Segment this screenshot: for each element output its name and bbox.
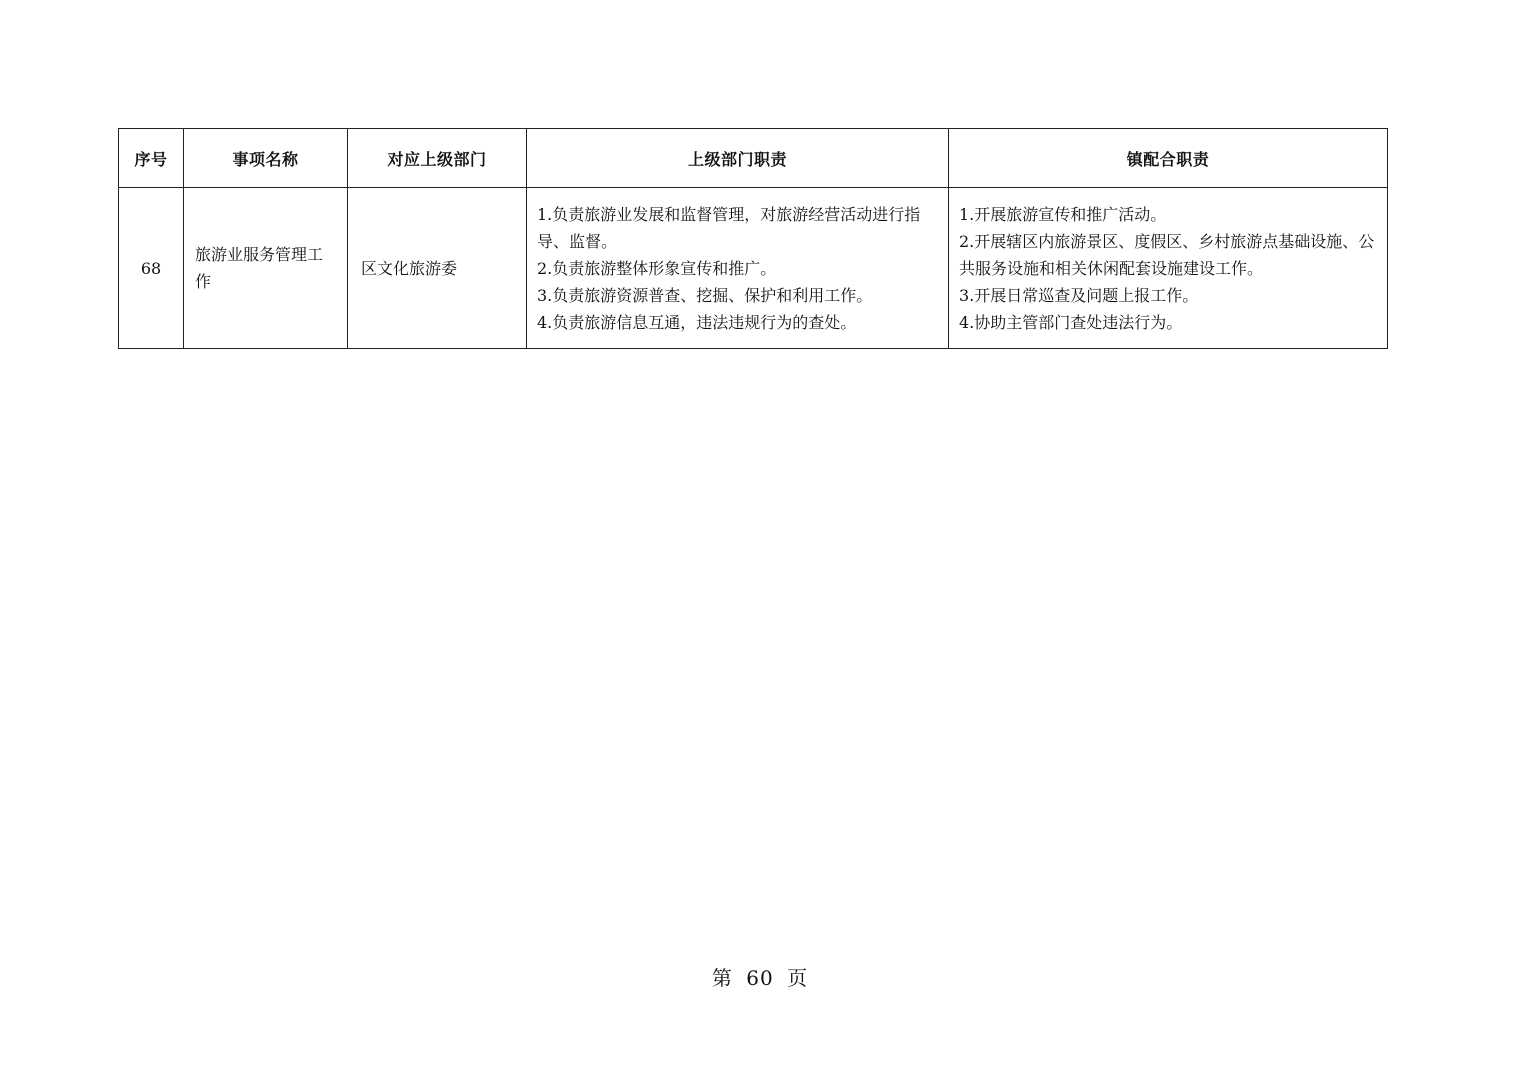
town-duty-item: 4.协助主管部门查处违法行为。: [959, 312, 1183, 332]
town-duty-item: 1.开展旅游宣传和推广活动。: [959, 204, 1167, 224]
upper-duty-item: 4.负责旅游信息互通，违法违规行为的查处。: [537, 312, 857, 332]
duty-table: [118, 128, 1388, 349]
page-number: 第 60 页: [711, 966, 809, 990]
town-duty-item: 3.开展日常巡查及问题上报工作。: [959, 285, 1199, 305]
header-town-duties: 镇配合职责: [949, 129, 1388, 188]
header-upper-dept: 对应上级部门: [348, 129, 527, 188]
cell-index: 68: [119, 188, 184, 349]
header-index: 序号: [119, 129, 184, 188]
upper-duty-item: 1.负责旅游业发展和监督管理，对旅游经营活动进行指导、监督。: [537, 204, 921, 251]
town-duty-item: 2.开展辖区内旅游景区、度假区、乡村旅游点基础设施、公共服务设施和相关休闲配套设施建设工作。: [959, 231, 1375, 278]
upper-duty-item: 3.负责旅游资源普查、挖掘、保护和利用工作。: [537, 285, 873, 305]
table-header-row: [119, 129, 1388, 188]
header-upper-duties: 上级部门职责: [527, 129, 949, 188]
header-item-name: 事项名称: [184, 129, 348, 188]
cell-item-name: 旅游业服务管理工作: [184, 188, 348, 349]
table-row: [119, 188, 1388, 349]
cell-upper-duties: [527, 188, 949, 349]
cell-upper-dept: 区文化旅游委: [348, 188, 527, 349]
cell-town-duties: [949, 188, 1388, 349]
upper-duty-item: 2.负责旅游整体形象宣传和推广。: [537, 258, 777, 278]
